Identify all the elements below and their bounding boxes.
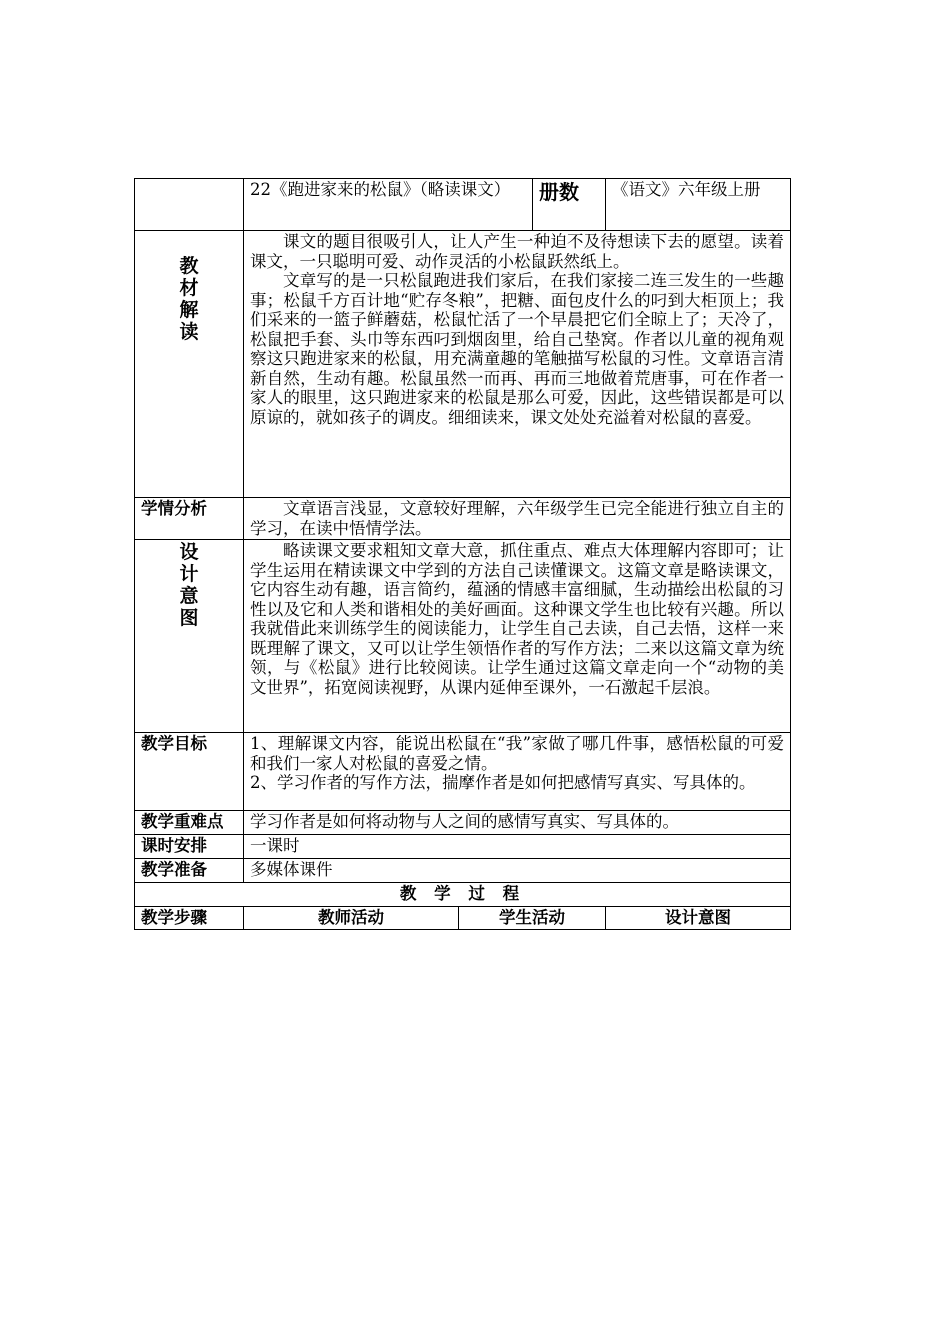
blank-cell (135, 179, 244, 231)
goal-item: 1、理解课文内容，能说出松鼠在“我”家做了哪几件事，感悟松鼠的可爱和我们一家人对松鼠的喜爱之情。 (250, 734, 785, 773)
design-label: 设 计 意 图 (135, 540, 244, 733)
header-row (135, 179, 791, 231)
key-points-row (135, 811, 791, 835)
process-col-teacher: 教师活动 (244, 907, 459, 930)
textbook-content (244, 231, 791, 498)
learners-content: 文章语言浅显，文意较好理解，六年级学生已完全能进行独立自主的学习，在读中悟情学法。 (244, 498, 791, 540)
schedule-content: 一课时 (244, 835, 791, 859)
textbook-label: 教 材 解 读 (135, 231, 244, 498)
lesson-plan-table (134, 178, 791, 930)
schedule-row (135, 835, 791, 859)
volume-label: 册数 (533, 179, 606, 231)
goals-row (135, 733, 791, 811)
lesson-title: 22《跑进家来的松鼠》（略读课文） (244, 179, 533, 231)
textbook-paragraph: 文章写的是一只松鼠跑进我们家后，在我们家接二连三发生的一些趣事；松鼠千方百计地“贮存冬粮”，把糖、面包皮什么的叼到大柜顶上；我们采来的一篮子鲜蘑菇，松鼠忙活了一个早晨把它们全晾上了；天冷了，松鼠把手套、头巾等东西叼到烟囱里，给自己垫窝。作者以儿童的视角观察这只跑进家来的松鼠，用充满童趣的笔触描写松鼠的习性。文章语言清新自然，生动有趣。松鼠虽然一而再、再而三地做着荒唐事，可在作者一家人的眼里，这只跑进家来的松鼠是那么可爱，因此，这些错误都是可以原谅的，就如孩子的调皮。细细读来，课文处处充溢着对松鼠的喜爱。 (250, 271, 785, 427)
prep-content: 多媒体课件 (244, 859, 791, 883)
design-row (135, 540, 791, 733)
process-header-row (135, 907, 791, 930)
textbook-paragraph: 课文的题目很吸引人，让人产生一种迫不及待想读下去的愿望。读着课文，一只聪明可爱、动作灵活的小松鼠跃然纸上。 (250, 232, 785, 271)
learners-label: 学情分析 (135, 498, 244, 540)
process-col-steps: 教学步骤 (135, 907, 244, 930)
volume-value: 《语文》六年级上册 (606, 179, 791, 231)
key-points-content: 学习作者是如何将动物与人之间的感情写真实、写具体的。 (244, 811, 791, 835)
prep-row (135, 859, 791, 883)
goals-content (244, 733, 791, 811)
goal-item: 2、学习作者的写作方法，揣摩作者是如何把感情写真实、写具体的。 (250, 773, 756, 792)
process-col-intent: 设计意图 (606, 907, 791, 930)
design-content: 略读课文要求粗知文章大意，抓住重点、难点大体理解内容即可；让学生运用在精读课文中学到的方法自己读懂课文。这篇文章是略读课文，它内容生动有趣，语言简约，蕴涵的情感丰富细腻，生动描绘出松鼠的习性以及它和人类和谐相处的美好画面。这种课文学生也比较有兴趣。所以我就借此来训练学生的阅读能力，让学生自己去读，自己去悟，这样一来既理解了课文，又可以让学生领悟作者的写作方法；二来以这篇文章为统领，与《松鼠》进行比较阅读。让学生通过这篇文章走向一个“动物的美文世界”，拓宽阅读视野，从课内延伸至课外，一石激起千层浪。 (244, 540, 791, 733)
process-col-student: 学生活动 (459, 907, 606, 930)
goals-label: 教学目标 (135, 733, 244, 811)
textbook-row (135, 231, 791, 498)
key-points-label: 教学重难点 (135, 811, 244, 835)
prep-label: 教学准备 (135, 859, 244, 883)
process-title-row (135, 883, 791, 907)
schedule-label: 课时安排 (135, 835, 244, 859)
learners-row (135, 498, 791, 540)
process-title: 教 学 过 程 (135, 883, 791, 907)
